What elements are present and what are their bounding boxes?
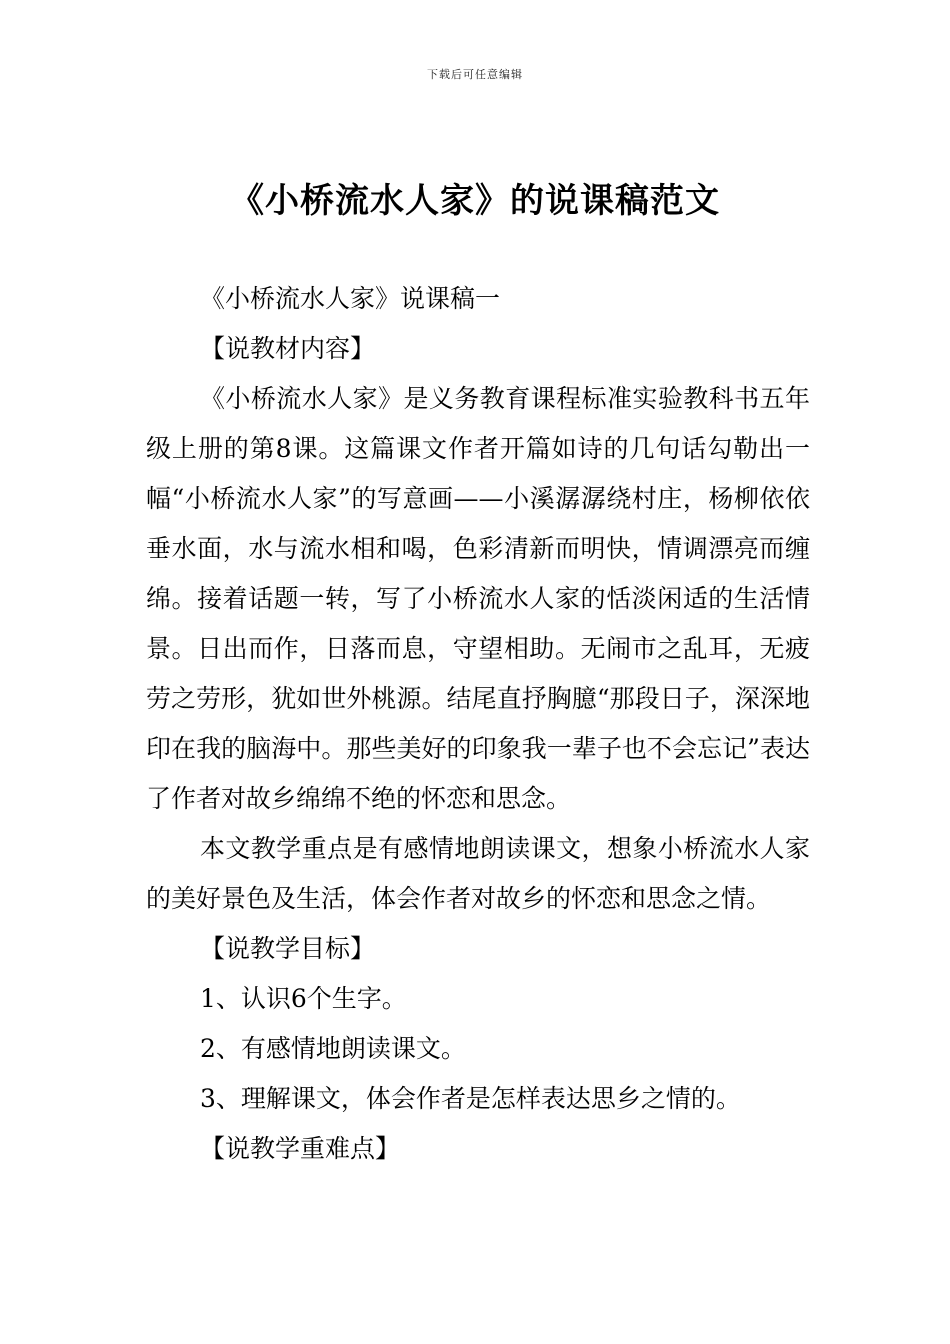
goal-item-1: 1、认识6个生字。 — [200, 984, 407, 1013]
section-heading-difficulties: 【说教学重难点】 — [200, 1134, 401, 1163]
paragraph-focus: 本文教学重点是有感情地朗读课文，想象小桥流水人家的美好景色及生活，体会作者对故乡的怀恋和思念之情。 — [146, 834, 810, 913]
section-subtitle: 《小桥流水人家》说课稿一 — [200, 284, 501, 313]
section-heading-content: 【说教材内容】 — [200, 334, 376, 363]
header-note: 下载后可任意编辑 — [427, 68, 523, 81]
goal-item-3: 3、理解课文，体会作者是怎样表达思乡之情的。 — [200, 1084, 741, 1113]
document-title: 《小桥流水人家》的说课稿范文 — [230, 181, 720, 221]
paragraph-content: 《小桥流水人家》是义务教育课程标准实验教科书五年级上册的第8课。这篇课文作者开篇如诗的几句话勾勒出一幅“小桥流水人家”的写意画——小溪潺潺绕村庄，杨柳依依垂水面，水与流水相和喝，色彩清新而明快，情调漂亮而缠绵。接着话题一转，写了小桥流水人家的恬淡闲适的生活情景。日出而作，日落而息，守望相助。无闹市之乱耳，无疲劳之劳形，犹如世外桃源。结尾直抒胸臆“那段日子，深深地印在我的脑海中。那些美好的印象我一辈子也不会忘记”表达了作者对故乡绵绵不绝的怀恋和思念。 — [146, 384, 810, 813]
section-heading-goals: 【说教学目标】 — [200, 934, 376, 963]
document-body — [146, 274, 810, 1174]
goal-item-2: 2、有感情地朗读课文。 — [200, 1034, 466, 1063]
